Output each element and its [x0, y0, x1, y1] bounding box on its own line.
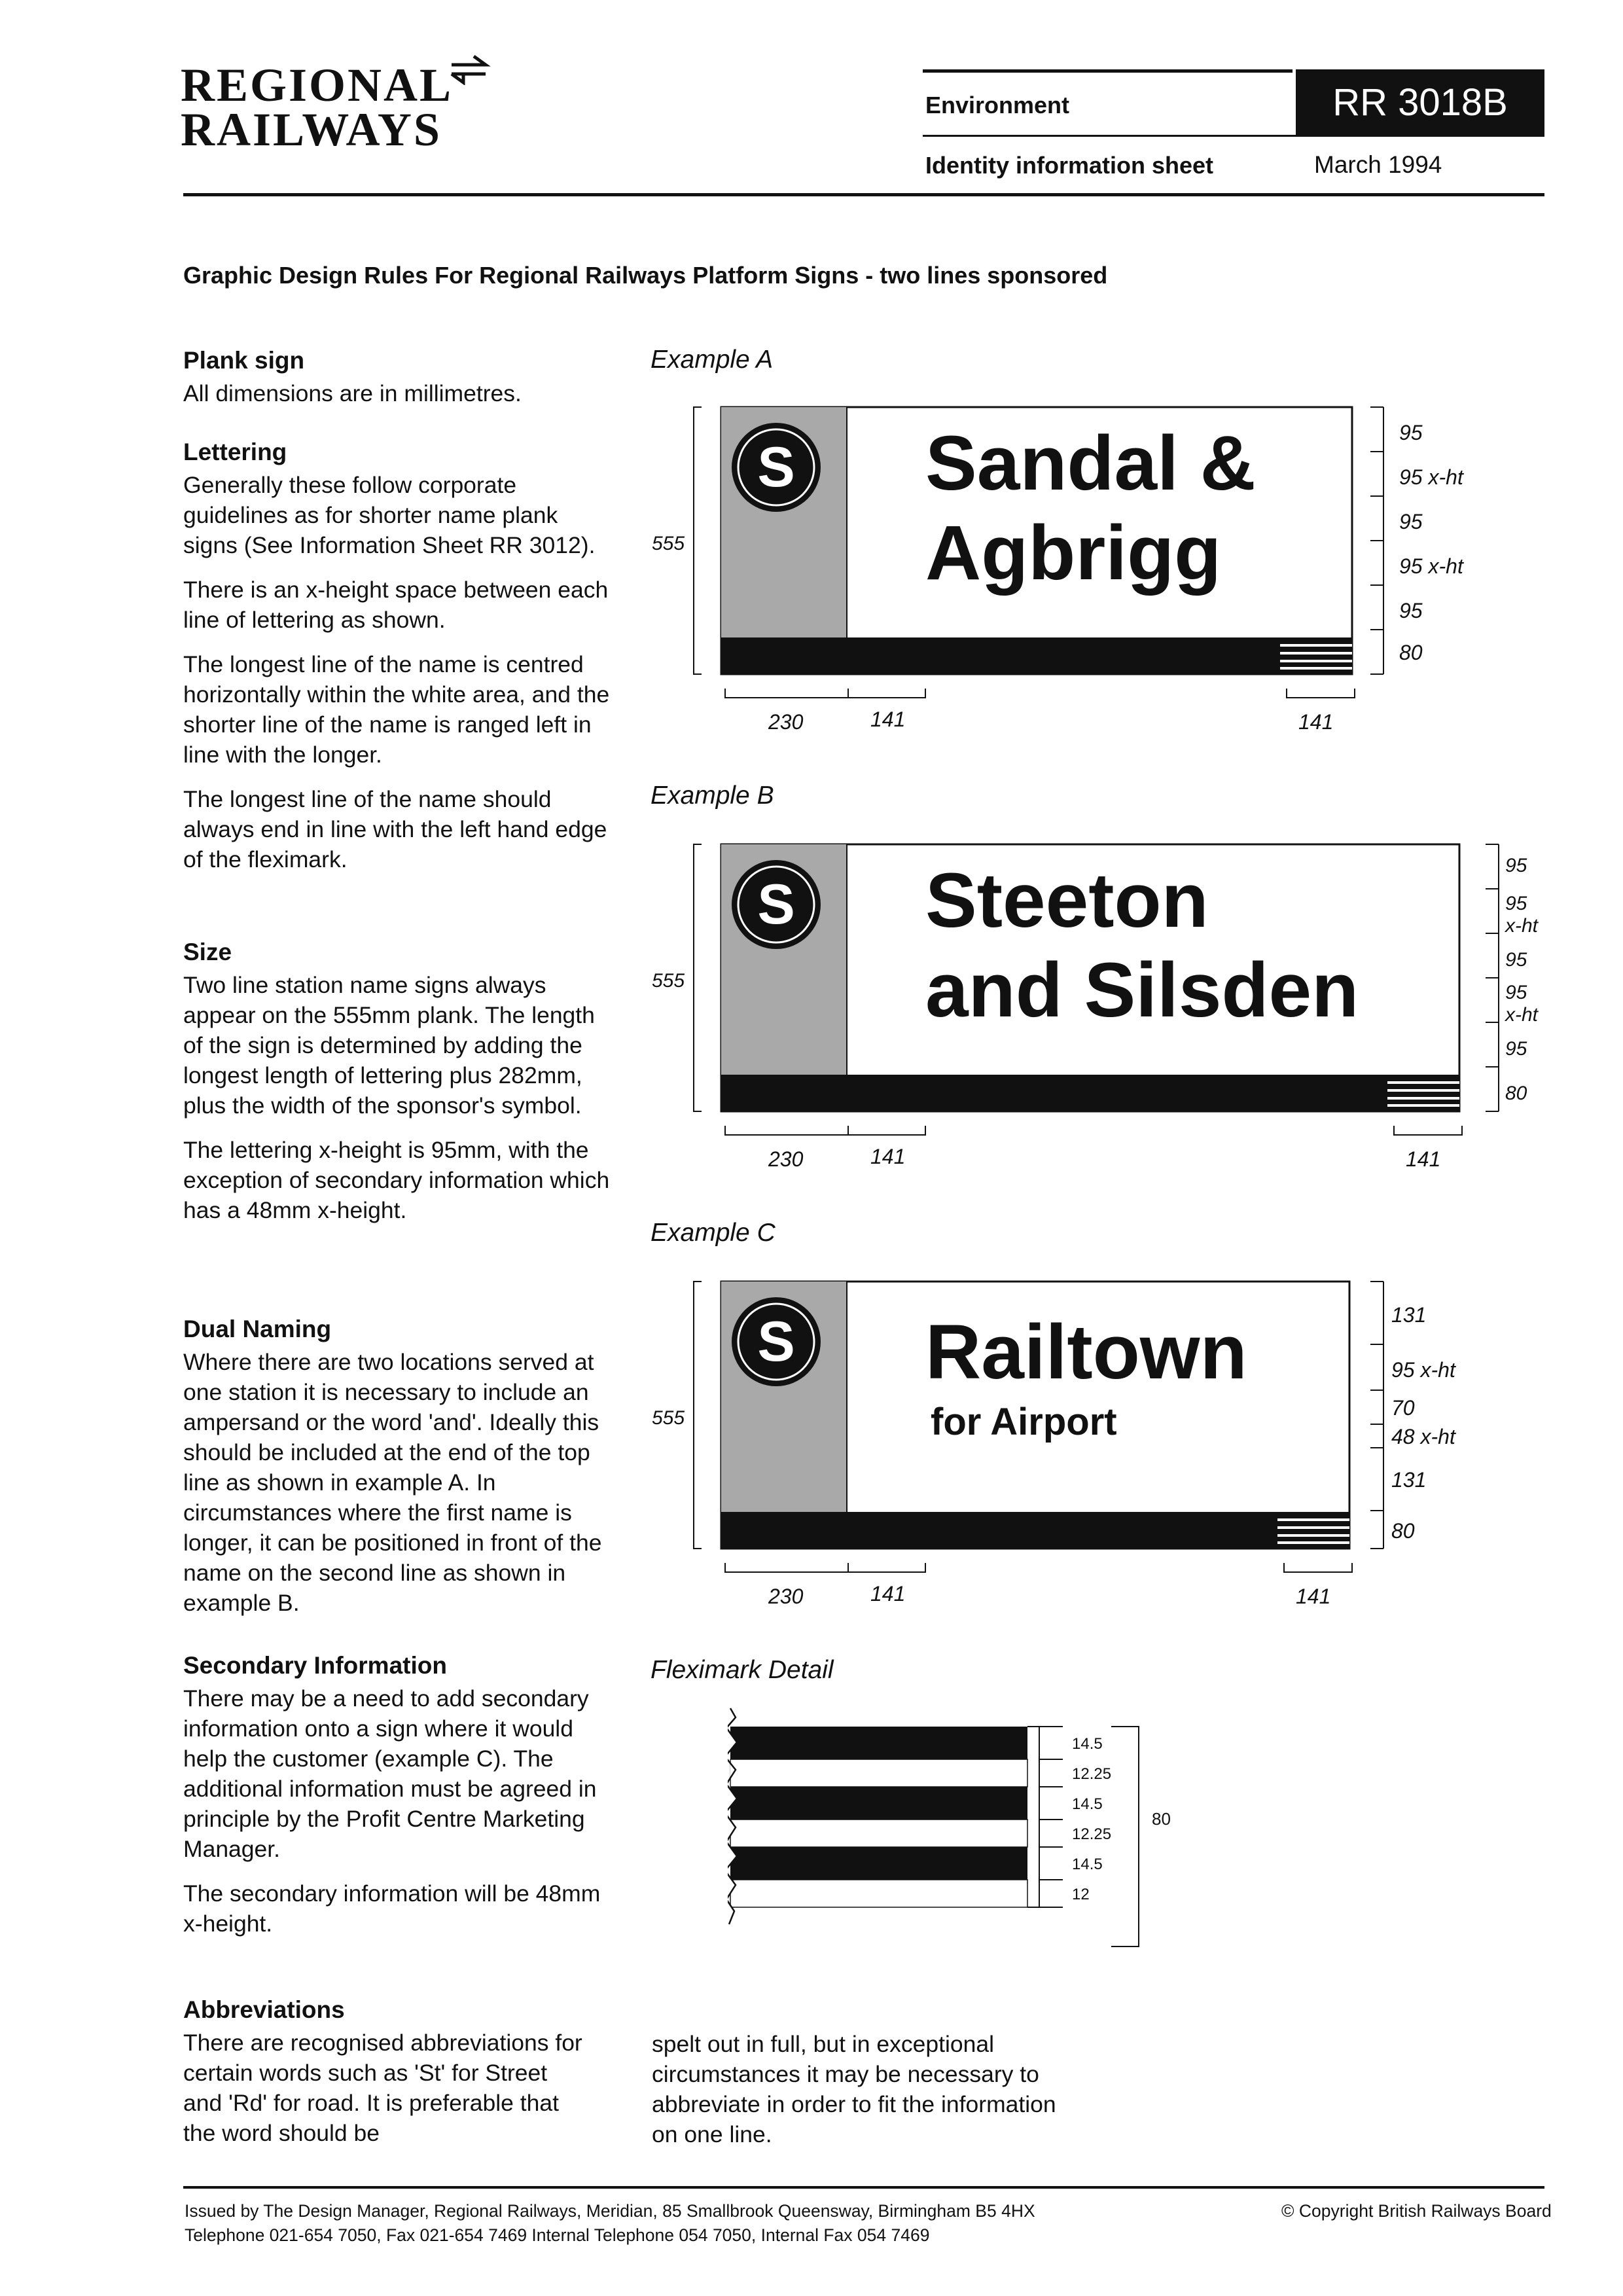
size-section	[183, 937, 615, 1240]
example-c-diagram	[648, 1267, 1544, 1634]
svg-text:131: 131	[1391, 1303, 1427, 1327]
svg-text:14.5: 14.5	[1072, 1735, 1103, 1753]
footer-copyright: © Copyright British Railways Board	[1281, 2201, 1552, 2221]
lettering-section	[183, 437, 615, 889]
plank-sign-section	[183, 346, 615, 423]
height-label: 555	[652, 533, 685, 554]
svg-text:95 x-ht: 95 x-ht	[1399, 554, 1463, 578]
section-paragraph: The longest line of the name is centred horizontally within the white area, and the shorter line of the name is ranged left in line with the longer.	[183, 651, 610, 768]
svg-text:80: 80	[1399, 641, 1423, 664]
dual-naming-section	[183, 1314, 615, 1632]
svg-text:95: 95	[1399, 421, 1423, 444]
svg-text:95: 95	[1505, 949, 1527, 971]
svg-text:48 x-ht: 48 x-ht	[1391, 1425, 1455, 1448]
category-label: Environment	[925, 92, 1070, 118]
document-title: Graphic Design Rules For Regional Railways Platform Signs - two lines sponsored	[183, 262, 1108, 289]
section-paragraph: Two line station name signs always appear on the 555mm plank. The length of the sign is determined by adding the longest length of lettering plus 282mm, plus the width of the sponsor's symbol.	[183, 972, 595, 1119]
footer-address	[185, 2199, 1297, 2248]
station-name-line-2: and Silsden	[925, 947, 1359, 1033]
example-b-diagram	[648, 830, 1544, 1196]
section-paragraph: There are recognised abbreviations for certain words such as 'St' for Street and 'Rd' for road. It is preferable that the word should be	[183, 2030, 582, 2146]
svg-text:12: 12	[1072, 1886, 1090, 1903]
footer-rule	[183, 2186, 1544, 2189]
svg-text:141: 141	[870, 1582, 906, 1605]
sheet-type-label: Identity information sheet	[925, 152, 1214, 179]
base-band	[721, 637, 1352, 674]
svg-text:80: 80	[1391, 1519, 1415, 1543]
section-heading: Abbreviations	[183, 1996, 345, 2023]
svg-text:14.5: 14.5	[1072, 1856, 1103, 1873]
svg-text:14.5: 14.5	[1072, 1795, 1103, 1813]
issue-date: March 1994	[1314, 151, 1442, 178]
svg-text:x-ht: x-ht	[1505, 1004, 1539, 1026]
svg-text:141: 141	[870, 1145, 906, 1168]
abbreviations-continued: spelt out in full, but in exceptional circumstances it may be necessary to abbreviate in order to fit the information on one line.	[652, 2031, 1056, 2147]
svg-text:230: 230	[768, 1585, 804, 1608]
svg-text:95 x-ht: 95 x-ht	[1399, 465, 1463, 489]
fleximark-total: 80	[1152, 1809, 1171, 1829]
section-paragraph: Generally these follow corporate guidelines as for shorter name plank signs (See Information Sheet RR 3012).	[183, 472, 596, 558]
section-paragraph: All dimensions are in millimetres.	[183, 380, 522, 406]
example-b-label: Example B	[651, 781, 774, 810]
svg-text:141: 141	[1296, 1585, 1331, 1608]
header-top-rule	[923, 69, 1293, 73]
section-paragraph: The lettering x-height is 95mm, with the exception of secondary information which has a 48mm x-height.	[183, 1137, 610, 1223]
svg-text:95: 95	[1505, 855, 1527, 876]
base-band	[721, 1512, 1349, 1549]
station-name-line-1: Railtown	[925, 1309, 1247, 1395]
svg-text:95: 95	[1399, 599, 1423, 622]
fleximark-detail-label: Fleximark Detail	[651, 1656, 834, 1684]
svg-text:141: 141	[1406, 1147, 1441, 1171]
section-heading: Plank sign	[183, 347, 305, 374]
section-paragraph: The longest line of the name should always end in line with the left hand edge of the fleximark.	[183, 786, 607, 872]
svg-text:95: 95	[1505, 982, 1527, 1003]
footer-line-1: Issued by The Design Manager, Regional Railways, Meridian, 85 Smallbrook Queensway, Birmingham B5 4HX	[185, 2201, 1035, 2221]
svg-text:12.25: 12.25	[1072, 1765, 1112, 1783]
svg-text:95: 95	[1505, 1038, 1527, 1060]
svg-text:141: 141	[870, 708, 906, 731]
base-band	[721, 1075, 1459, 1111]
header-mid-rule	[923, 135, 1544, 137]
logo-line-1: REGIONAL	[181, 59, 454, 111]
section-paragraph: The secondary information will be 48mm x-height.	[183, 1880, 601, 1937]
fleximark-detail-diagram	[720, 1702, 1191, 1977]
logo-line-2: RAILWAYS	[181, 103, 442, 156]
abbreviations-section	[183, 1995, 615, 2162]
svg-text:S: S	[757, 873, 795, 936]
station-name-line-1: Sandal &	[925, 420, 1256, 507]
height-label: 555	[652, 1407, 685, 1429]
height-label: 555	[652, 970, 685, 992]
section-paragraph: Where there are two locations served at one station it is necessary to include an ampersand or the word 'and'. Ideally this should be included at the end of the top line as shown in example A. In circumstances where the first name is longer, it can be positioned in front of the name on the second line as shown in example B.	[183, 1349, 602, 1616]
section-heading: Dual Naming	[183, 1316, 332, 1342]
svg-text:131: 131	[1391, 1468, 1427, 1492]
svg-text:230: 230	[768, 1147, 804, 1171]
fleximark-stripes	[730, 1727, 1027, 1907]
station-name-line-2: Agbrigg	[925, 510, 1222, 596]
example-a-diagram	[648, 393, 1544, 759]
example-a-label: Example A	[651, 346, 774, 374]
svg-text:12.25: 12.25	[1072, 1825, 1112, 1843]
svg-text:x-ht: x-ht	[1505, 915, 1539, 937]
svg-text:141: 141	[1298, 710, 1334, 734]
svg-text:S: S	[757, 1310, 795, 1373]
section-paragraph: There may be a need to add secondary information onto a sign where it would help the customer (example C). The additional information must be agreed in principle by the Profit Centre Marketing Manager.	[183, 1685, 597, 1862]
svg-text:70: 70	[1391, 1396, 1415, 1420]
svg-text:95: 95	[1399, 510, 1423, 533]
logo	[181, 59, 454, 156]
header-bottom-rule	[183, 193, 1544, 196]
svg-text:230: 230	[768, 710, 804, 734]
svg-text:80: 80	[1505, 1083, 1527, 1104]
svg-text:95 x-ht: 95 x-ht	[1391, 1358, 1455, 1382]
svg-text:95: 95	[1505, 893, 1527, 914]
station-name-line-1: Steeton	[925, 857, 1209, 944]
sheet-code-badge: RR 3018B	[1296, 69, 1544, 135]
example-c-label: Example C	[651, 1219, 776, 1247]
section-heading: Lettering	[183, 439, 287, 465]
double-arrow-icon	[448, 54, 491, 85]
section-heading: Size	[183, 939, 232, 965]
secondary-info-section	[183, 1651, 615, 1953]
section-paragraph: There is an x-height space between each line of lettering as shown.	[183, 577, 609, 633]
footer-line-2: Telephone 021-654 7050, Fax 021-654 7469 Internal Telephone 054 7050, Internal Fax 054 7469	[185, 2225, 930, 2245]
section-heading: Secondary Information	[183, 1652, 447, 1679]
secondary-info-line: for Airport	[931, 1401, 1117, 1443]
svg-text:S: S	[757, 436, 795, 499]
